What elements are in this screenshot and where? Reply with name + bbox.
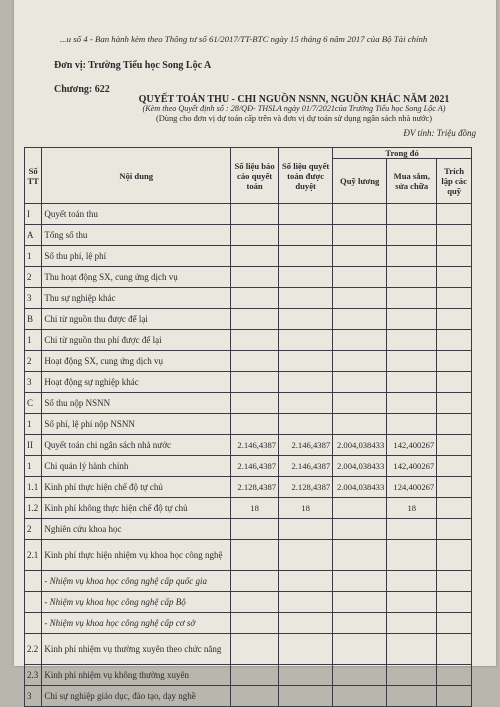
cell-approved xyxy=(279,414,333,435)
cell-purchase xyxy=(387,686,437,707)
cell-funds xyxy=(437,456,472,477)
table-row xyxy=(25,477,472,498)
cell-content: - Nhiệm vụ khoa học công nghệ cấp cơ sở xyxy=(42,613,231,634)
cell-purchase xyxy=(387,519,437,540)
cell-salary xyxy=(333,267,387,288)
cell-reported xyxy=(231,393,279,414)
cell-salary: 2.004,038433 xyxy=(333,435,387,456)
cell-content: Chi quản lý hành chính xyxy=(42,456,231,477)
table-row xyxy=(25,204,472,225)
table-row xyxy=(25,498,472,519)
cell-salary xyxy=(333,351,387,372)
cell-reported xyxy=(231,665,279,686)
cell-salary xyxy=(333,613,387,634)
table-row xyxy=(25,351,472,372)
cell-reported xyxy=(231,519,279,540)
header-row-top xyxy=(25,148,472,159)
cell-approved xyxy=(279,225,333,246)
table-row xyxy=(25,519,472,540)
header-stt: Số TT xyxy=(25,148,42,204)
cell-reported: 2.146,4387 xyxy=(231,456,279,477)
cell-approved: 2.146,4387 xyxy=(279,456,333,477)
cell-content: Kinh phí nhiệm vụ không thường xuyên xyxy=(42,665,231,686)
table-row xyxy=(25,686,472,707)
cell-content: Kinh phí thực hiện chế độ tự chủ xyxy=(42,477,231,498)
cell-reported xyxy=(231,592,279,613)
cell-reported xyxy=(231,330,279,351)
cell-reported xyxy=(231,372,279,393)
cell-approved xyxy=(279,288,333,309)
cell-stt: 2.3 xyxy=(25,665,42,686)
cell-reported xyxy=(231,613,279,634)
cell-stt: 1 xyxy=(25,456,42,477)
cell-reported xyxy=(231,414,279,435)
cell-approved: 18 xyxy=(279,498,333,519)
cell-approved xyxy=(279,393,333,414)
document-title: QUYẾT TOÁN THU - CHI NGUỒN NSNN, NGUỒN KHÁC NĂM 2021 xyxy=(138,94,450,105)
cell-purchase xyxy=(387,267,437,288)
cell-purchase xyxy=(387,330,437,351)
cell-funds xyxy=(437,267,472,288)
cell-funds xyxy=(437,634,472,665)
cell-stt: 1 xyxy=(25,246,42,267)
cell-reported xyxy=(231,288,279,309)
cell-content: Hoạt động SX, cung ứng dịch vụ xyxy=(42,351,231,372)
cell-funds xyxy=(437,686,472,707)
currency-unit-note: ĐV tính: Triệu đồng xyxy=(403,128,476,138)
cell-content: Thu hoạt động SX, cung ứng dịch vụ xyxy=(42,267,231,288)
cell-purchase xyxy=(387,571,437,592)
cell-salary xyxy=(333,686,387,707)
cell-reported xyxy=(231,686,279,707)
cell-approved xyxy=(279,372,333,393)
cell-funds xyxy=(437,613,472,634)
cell-stt xyxy=(25,592,42,613)
cell-content: Kinh phí không thực hiện chế độ tự chủ xyxy=(42,498,231,519)
cell-approved xyxy=(279,665,333,686)
cell-purchase xyxy=(387,225,437,246)
cell-stt: C xyxy=(25,393,42,414)
cell-salary xyxy=(333,592,387,613)
cell-approved xyxy=(279,613,333,634)
cell-stt: II xyxy=(25,435,42,456)
cell-approved xyxy=(279,204,333,225)
cell-stt: 1 xyxy=(25,414,42,435)
cell-salary xyxy=(333,225,387,246)
cell-content: Thu sự nghiệp khác xyxy=(42,288,231,309)
cell-salary xyxy=(333,204,387,225)
cell-salary xyxy=(333,665,387,686)
cell-salary xyxy=(333,309,387,330)
cell-funds xyxy=(437,540,472,571)
cell-content: - Nhiệm vụ khoa học công nghệ cấp Bộ xyxy=(42,592,231,613)
cell-reported xyxy=(231,309,279,330)
cell-stt: 1.1 xyxy=(25,477,42,498)
cell-purchase xyxy=(387,414,437,435)
cell-salary xyxy=(333,634,387,665)
cell-purchase xyxy=(387,246,437,267)
cell-salary xyxy=(333,540,387,571)
cell-stt xyxy=(25,571,42,592)
cell-reported: 18 xyxy=(231,498,279,519)
cell-reported xyxy=(231,246,279,267)
cell-content: Kinh phí nhiệm vụ thường xuyên theo chức năng xyxy=(42,634,231,665)
header-salary-fund: Quỹ lương xyxy=(333,159,387,204)
cell-stt: 2 xyxy=(25,519,42,540)
cell-content: Kinh phí thực hiện nhiệm vụ khoa học công nghệ xyxy=(42,540,231,571)
cell-content: Tổng số thu xyxy=(42,225,231,246)
table-row xyxy=(25,435,472,456)
cell-approved xyxy=(279,540,333,571)
cell-approved xyxy=(279,330,333,351)
cell-approved xyxy=(279,634,333,665)
cell-stt: 1 xyxy=(25,330,42,351)
table-row xyxy=(25,309,472,330)
cell-reported xyxy=(231,571,279,592)
legal-reference-note: ...u số 4 - Ban hành kèm theo Thông tư số 61/2017/TT-BTC ngày 15 tháng 6 năm 2017 của Bộ Tài chính xyxy=(60,34,428,44)
table-row xyxy=(25,634,472,665)
organization-unit: Đơn vị: Trường Tiểu học Song Lộc A xyxy=(54,60,212,71)
cell-stt: 3 xyxy=(25,288,42,309)
cell-stt: 2.2 xyxy=(25,634,42,665)
cell-funds xyxy=(437,225,472,246)
cell-purchase xyxy=(387,288,437,309)
cell-reported xyxy=(231,267,279,288)
cell-content: Chi sự nghiệp giáo dục, đào tạo, dạy nghề xyxy=(42,686,231,707)
header-reported: Số liệu báo cáo quyết toán xyxy=(231,148,279,204)
cell-content: Chi từ nguồn thu phí được để lại xyxy=(42,330,231,351)
cell-reported xyxy=(231,204,279,225)
cell-stt xyxy=(25,613,42,634)
table-row xyxy=(25,288,472,309)
header-of-which: Trong đó xyxy=(333,148,472,159)
cell-stt: I xyxy=(25,204,42,225)
cell-approved xyxy=(279,309,333,330)
table-row xyxy=(25,540,472,571)
table-row xyxy=(25,613,472,634)
cell-reported xyxy=(231,540,279,571)
table-row xyxy=(25,456,472,477)
table-row xyxy=(25,414,472,435)
cell-purchase xyxy=(387,634,437,665)
cell-purchase: 142,400267 xyxy=(387,435,437,456)
cell-stt: 3 xyxy=(25,686,42,707)
table-row xyxy=(25,246,472,267)
cell-reported xyxy=(231,351,279,372)
cell-stt: 2.1 xyxy=(25,540,42,571)
cell-salary xyxy=(333,288,387,309)
header-approved: Số liệu quyết toán được duyệt xyxy=(279,148,333,204)
cell-purchase: 142,400267 xyxy=(387,456,437,477)
table-row xyxy=(25,330,472,351)
cell-purchase xyxy=(387,351,437,372)
cell-approved xyxy=(279,351,333,372)
cell-approved: 2.146,4387 xyxy=(279,435,333,456)
cell-salary xyxy=(333,372,387,393)
cell-funds xyxy=(437,665,472,686)
cell-salary xyxy=(333,519,387,540)
cell-content: Chi từ nguồn thu được để lại xyxy=(42,309,231,330)
cell-content: Quyết toán chi ngân sách nhà nước xyxy=(42,435,231,456)
cell-purchase: 18 xyxy=(387,498,437,519)
cell-funds xyxy=(437,288,472,309)
table-row xyxy=(25,267,472,288)
table-row xyxy=(25,225,472,246)
cell-salary: 2.004,038433 xyxy=(333,456,387,477)
cell-purchase xyxy=(387,613,437,634)
cell-content: Nghiên cứu khoa học xyxy=(42,519,231,540)
cell-reported: 2.146,4387 xyxy=(231,435,279,456)
cell-purchase xyxy=(387,372,437,393)
cell-purchase xyxy=(387,540,437,571)
cell-funds xyxy=(437,477,472,498)
cell-purchase xyxy=(387,592,437,613)
cell-salary xyxy=(333,498,387,519)
decision-reference: (Kèm theo Quyết định số : 28/QĐ- THSLA ngày 01/7/2021của Trường Tiểu học Song Lộc A) xyxy=(142,104,446,113)
cell-funds xyxy=(437,372,472,393)
cell-stt: A xyxy=(25,225,42,246)
header-purchase: Mua sắm, sửa chữa xyxy=(387,159,437,204)
usage-note: (Dùng cho đơn vị dự toán cấp trên và đơn vị dự toán sử dụng ngân sách nhà nước) xyxy=(155,114,433,123)
cell-funds xyxy=(437,414,472,435)
cell-funds xyxy=(437,351,472,372)
cell-stt: B xyxy=(25,309,42,330)
cell-purchase xyxy=(387,309,437,330)
cell-funds xyxy=(437,393,472,414)
table-row xyxy=(25,665,472,686)
table-row xyxy=(25,592,472,613)
cell-content: Số thu nộp NSNN xyxy=(42,393,231,414)
table-row xyxy=(25,393,472,414)
cell-salary: 2.004,038433 xyxy=(333,477,387,498)
cell-funds xyxy=(437,309,472,330)
table-row xyxy=(25,372,472,393)
cell-funds xyxy=(437,246,472,267)
cell-content: Quyết toán thu xyxy=(42,204,231,225)
cell-stt: 1.2 xyxy=(25,498,42,519)
cell-funds xyxy=(437,571,472,592)
cell-funds xyxy=(437,498,472,519)
cell-purchase xyxy=(387,393,437,414)
cell-salary xyxy=(333,330,387,351)
cell-purchase: 124,400267 xyxy=(387,477,437,498)
cell-funds xyxy=(437,330,472,351)
cell-funds xyxy=(437,592,472,613)
cell-content: Số phí, lệ phí nộp NSNN xyxy=(42,414,231,435)
header-funds: Trích lập các quỹ xyxy=(437,159,472,204)
chapter-code: Chương: 622 xyxy=(54,84,110,95)
cell-purchase xyxy=(387,665,437,686)
cell-approved: 2.128,4387 xyxy=(279,477,333,498)
cell-reported: 2.128,4387 xyxy=(231,477,279,498)
cell-stt: 2 xyxy=(25,351,42,372)
cell-approved xyxy=(279,571,333,592)
header-content: Nội dung xyxy=(42,148,231,204)
cell-salary xyxy=(333,393,387,414)
cell-salary xyxy=(333,246,387,267)
cell-content: - Nhiệm vụ khoa học công nghệ cấp quốc gia xyxy=(42,571,231,592)
cell-reported xyxy=(231,225,279,246)
cell-approved xyxy=(279,519,333,540)
cell-funds xyxy=(437,519,472,540)
table-row xyxy=(25,571,472,592)
cell-approved xyxy=(279,686,333,707)
cell-reported xyxy=(231,634,279,665)
settlement-table xyxy=(24,147,472,707)
cell-approved xyxy=(279,592,333,613)
cell-content: Số thu phí, lệ phí xyxy=(42,246,231,267)
cell-stt: 3 xyxy=(25,372,42,393)
cell-approved xyxy=(279,246,333,267)
cell-funds xyxy=(437,435,472,456)
cell-content: Hoạt động sự nghiệp khác xyxy=(42,372,231,393)
cell-funds xyxy=(437,204,472,225)
cell-stt: 2 xyxy=(25,267,42,288)
cell-salary xyxy=(333,414,387,435)
cell-approved xyxy=(279,267,333,288)
cell-purchase xyxy=(387,204,437,225)
cell-salary xyxy=(333,571,387,592)
